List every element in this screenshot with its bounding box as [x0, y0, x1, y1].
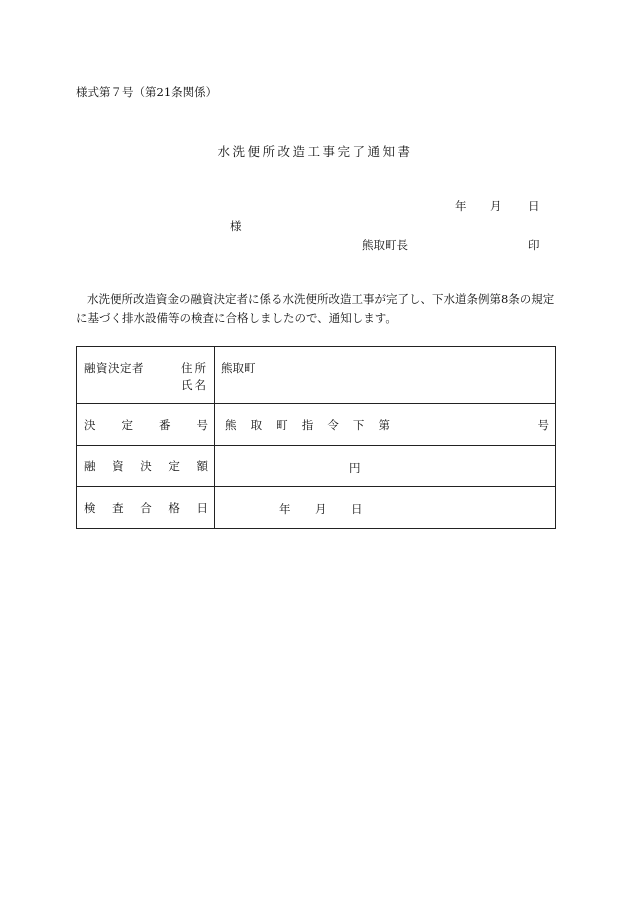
decision-number-char: 熊 — [225, 417, 237, 432]
issuer-name: 熊取町長 — [362, 238, 408, 252]
info-table — [76, 346, 556, 529]
decision-number-value-cell[interactable] — [215, 404, 556, 446]
loan-amount-label-cell — [77, 446, 215, 487]
decision-number-label-cell — [77, 404, 215, 446]
loan-amount-label: 融資決定額 — [84, 459, 208, 473]
inspection-date-value-cell[interactable] — [215, 487, 556, 529]
name-label: 氏名 — [181, 378, 208, 392]
yen-unit: 円 — [349, 461, 361, 475]
addressee-honorific: 様 — [230, 219, 242, 233]
inspection-month-label: 月 — [315, 502, 327, 516]
inspection-date-label: 検査合格日 — [84, 500, 208, 515]
date-day-label: 日 — [528, 199, 540, 213]
table-row-loan-amount — [77, 446, 556, 487]
table-row-inspection-date — [77, 487, 556, 529]
decision-number-label: 決定番号 — [84, 417, 208, 432]
borrower-label-cell — [77, 347, 215, 404]
document-title: 水洗便所改造工事完了通知書 — [217, 144, 413, 159]
inspection-date-label-cell — [77, 487, 215, 529]
table-row-borrower — [77, 347, 556, 404]
decision-number-char: 令 — [327, 417, 339, 432]
seal-mark: 印 — [528, 238, 540, 252]
borrower-value-cell[interactable] — [215, 347, 556, 404]
loan-amount-value-cell[interactable] — [215, 446, 556, 487]
inspection-day-label: 日 — [351, 502, 363, 516]
date-year-label: 年 — [455, 199, 467, 213]
decision-number-suffix: 号 — [537, 417, 549, 432]
borrower-label: 融資決定者 — [84, 361, 144, 375]
decision-number-char: 第 — [378, 417, 390, 432]
decision-number-char: 下 — [352, 417, 365, 432]
address-value: 熊取町 — [221, 361, 256, 375]
inspection-year-label: 年 — [279, 502, 291, 516]
decision-number-prefix — [225, 417, 390, 433]
address-label: 住所 — [181, 361, 208, 375]
decision-number-char: 取 — [250, 417, 263, 432]
date-month-label: 月 — [490, 199, 502, 213]
decision-number-char: 指 — [301, 417, 314, 432]
table-row-decision-number — [77, 404, 556, 446]
body-text: 水洗便所改造資金の融資決定者に係る水洗便所改造工事が完了し、下水道条例第8条の規定に基づく排水設備等の検査に合格しましたので、通知します。 — [76, 292, 555, 325]
decision-number-char: 町 — [276, 417, 288, 432]
form-number: 様式第７号（第21条関係） — [76, 85, 218, 99]
